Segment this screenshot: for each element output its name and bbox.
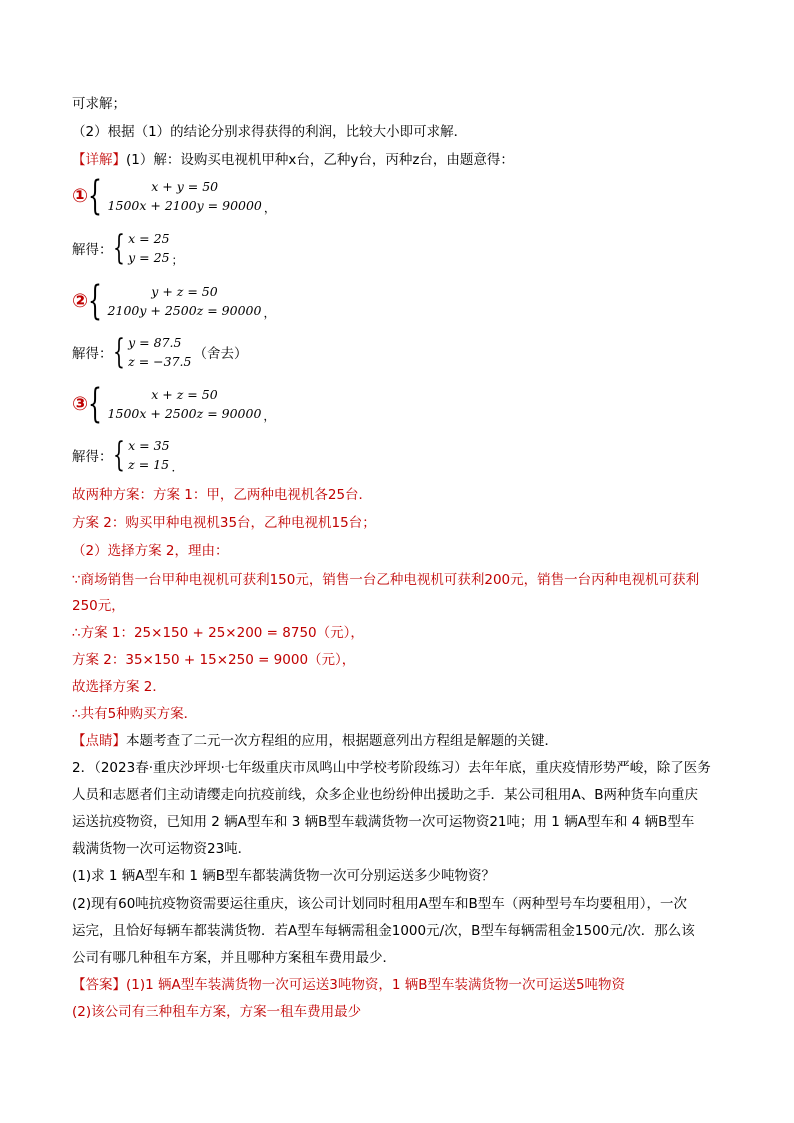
question-line: 2．（2023春·重庆沙坪坝·七年级重庆市凤鸣山中学校考阶段练习）去年年底，重庆疫情形势严峻，除了医务: [72, 760, 711, 776]
solve-label: 解得：: [72, 242, 113, 258]
circled-number-1: ①: [72, 185, 89, 207]
brace: {: [112, 435, 125, 475]
question-line: 人员和志愿者们主动请缨走向抗疫前线，众多企业也纷纷伸出援助之手．某公司租用A、B两种货车向重庆: [72, 787, 698, 803]
equation: z = 15: [128, 457, 170, 472]
equation: y = 87.5: [128, 335, 182, 350]
question-line: 公司有哪几种租车方案，并且哪种方案租车费用最少．: [72, 950, 396, 966]
punctuation: ，: [263, 201, 276, 215]
question-line: 运送抗疫物资，已知用 2 辆A型车和 3 辆B型车载满货物一次可运物资21吨；用 1 辆A型车和 4 辆B型车: [72, 814, 695, 830]
solution-2: [72, 332, 247, 372]
punctuation: ，: [263, 306, 276, 320]
detail-tag: 【详解】: [72, 152, 126, 168]
solve-label: 解得：: [72, 346, 113, 362]
brace: {: [112, 332, 125, 372]
equation: y + z = 50: [151, 284, 218, 299]
text-line: （2）选择方案 2，理由：: [72, 543, 229, 559]
equation-system-3: [72, 381, 276, 427]
text-line: 故选择方案 2．: [72, 679, 166, 695]
equation: 1500x + 2100y = 90000: [107, 198, 262, 213]
equation: z = −37.5: [128, 354, 192, 369]
equation: 2100y + 2500z = 90000: [107, 303, 262, 318]
answer-line: [72, 976, 625, 994]
equation: x + z = 50: [151, 387, 218, 402]
discard-note: （舍去）: [193, 346, 248, 362]
question-line: (2)现有60吨抗疫物资需要运往重庆，该公司计划同时租用A型车和B型车（两种型号车均要租用），一次: [72, 896, 688, 912]
equation-system-2: [72, 278, 276, 324]
comment-text: 本题考查了二元一次方程组的应用，根据题意列出方程组是解题的关键．: [126, 733, 558, 749]
text-line: 方案 2：购买甲种电视机35台，乙种电视机15台；: [72, 515, 376, 531]
solution-3: [72, 435, 184, 475]
text-line: 方案 2：35×150 + 15×250 = 9000（元），: [72, 652, 356, 668]
brace: {: [88, 173, 103, 219]
text-line: ∴方案 1：25×150 + 25×200 = 8750（元），: [72, 625, 364, 641]
equation: 1500x + 2500z = 90000: [107, 406, 262, 421]
text-line: 故两种方案：方案 1：甲，乙两种电视机各25台．: [72, 487, 373, 503]
question-line: (1)求 1 辆A型车和 1 辆B型车都装满货物一次可分别运送多少吨物资？: [72, 868, 495, 884]
circled-number-3: ③: [72, 393, 89, 415]
equation: y = 25: [128, 250, 170, 265]
brace: {: [112, 228, 125, 268]
text-line: 250元，: [72, 598, 125, 614]
punctuation: ，: [263, 409, 276, 423]
answer-line: (2)该公司有三种租车方案，方案一租车费用最少: [72, 1004, 362, 1020]
equation: x = 25: [128, 231, 170, 246]
punctuation: ；: [171, 253, 184, 267]
text-line: ∴共有5种购买方案．: [72, 706, 198, 722]
text-line: [72, 151, 514, 169]
solution-1: [72, 228, 184, 268]
question-line: 载满货物一次可运物资23吨．: [72, 841, 252, 857]
text-line: （2）根据（1）的结论分别求得获得的利润，比较大小即可求解．: [72, 124, 468, 140]
detail-text: (1）解：设购买电视机甲种x台，乙种y台，丙种z台，由题意得：: [126, 152, 514, 168]
circled-number-2: ②: [72, 290, 89, 312]
punctuation: ．: [171, 460, 184, 474]
brace: {: [88, 381, 103, 427]
text-line: 可求解；: [72, 96, 126, 112]
answer-text: (1)1 辆A型车装满货物一次可运送3吨物资，1 辆B型车装满货物一次可运送5吨物资: [126, 977, 626, 993]
question-line: 运完，且恰好每辆车都装满货物．若A型车每辆需租金1000元/次，B型车每辆需租金1500元/次．那么该: [72, 923, 695, 939]
equation: x = 35: [128, 438, 170, 453]
text-line: ∵商场销售一台甲种电视机可获利150元，销售一台乙种电视机可获利200元，销售一台丙种电视机可获利: [72, 572, 700, 588]
solve-label: 解得：: [72, 449, 113, 465]
comment-tag: 【点睛】: [72, 733, 126, 749]
equation: x + y = 50: [151, 179, 219, 194]
answer-tag: 【答案】: [72, 977, 126, 993]
brace: {: [88, 278, 103, 324]
equation-system-1: [72, 173, 276, 219]
text-line: [72, 732, 558, 750]
